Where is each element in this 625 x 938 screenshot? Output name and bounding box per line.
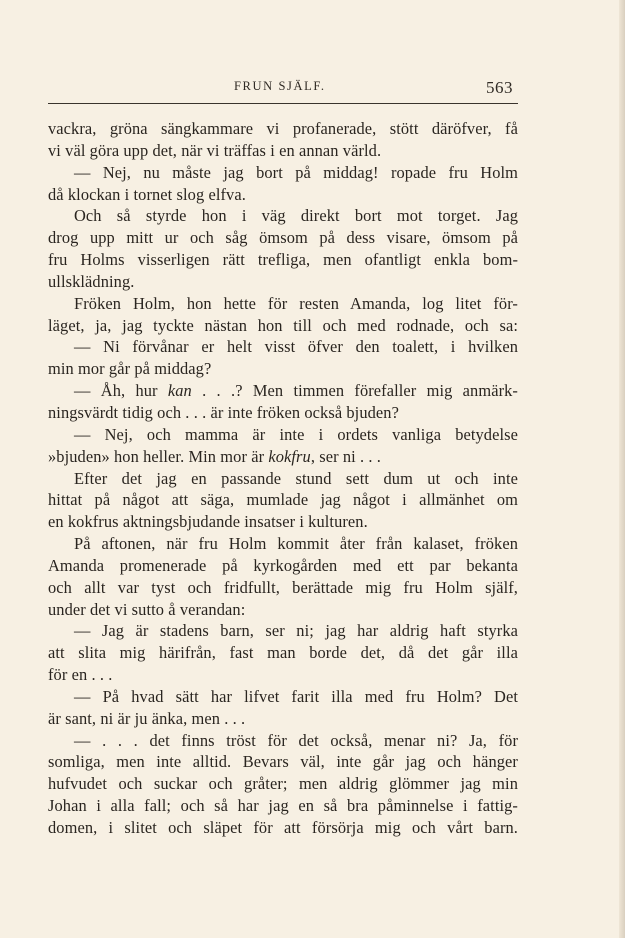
text-line: läget, ja, jag tyckte nästan hon till och med rodnade, och sa: [48, 315, 518, 335]
text-line: — Nej, nu måste jag bort på middag! ropade fru Holm [74, 162, 518, 182]
text-line: På aftonen, när fru Holm kommit åter från kalaset, fröken [74, 534, 518, 554]
text-line: »bjuden» hon heller. Min mor är kokfru, ser ni . . . [48, 446, 381, 466]
text-line: en kokfrus aktningsbjudande insatser i kulturen. [48, 512, 368, 532]
page-number: 563 [486, 78, 513, 97]
text-line: Och så styrde hon i väg direkt bort mot torget. Jag [74, 206, 518, 226]
text-line: Amanda promenerade på kyrkogården med ett par bekanta [48, 555, 518, 575]
text-line: — Jag är stadens barn, ser ni; jag har aldrig haft styrka [74, 621, 518, 641]
header-rule [48, 103, 518, 104]
text-line: Johan i alla fall; och så har jag en så bra påminnelse i fattig- [48, 796, 518, 816]
text-line: vi väl göra upp det, när vi träffas i en annan värld. [48, 140, 382, 160]
text-line: drog upp mitt ur och såg ömsom på dess visare, ömsom på [48, 228, 518, 248]
text-line: vackra, gröna sängkammare vi profanerade, stött däröfver, få [48, 119, 518, 138]
text-line: min mor går på middag? [48, 359, 212, 379]
italic-word: kokfru [268, 446, 311, 466]
text-line: under det vi sutto å verandan: [48, 599, 246, 619]
text-line: hittat på något att säga, mumlade jag något i allmänhet om [48, 490, 518, 510]
text-line: — Ni förvånar er helt visst öfver den toalett, i hvilken [74, 337, 518, 357]
text-line: ullsklädning. [48, 271, 135, 291]
text-line: då klockan i tornet slog elfva. [48, 184, 246, 204]
page-edge-shadow [619, 0, 625, 938]
text-line: — . . . det finns tröst för det också, menar ni? Ja, för [74, 730, 518, 750]
text-line: — Nej, och mamma är inte i ordets vanliga betydelse [74, 424, 518, 444]
text-line: är sant, ni är ju änka, men . . . [48, 708, 246, 728]
text-line: Fröken Holm, hon hette för resten Amanda, log litet för- [74, 293, 518, 313]
text-line: fru Holms visserligen rätt trefliga, men ofantligt enkla bom- [48, 250, 518, 270]
italic-word: kan [167, 381, 192, 401]
running-title: FRUN SJÄLF. [234, 79, 326, 93]
text-line: ningsvärdt tidig och . . . är inte fröken också bjuden? [48, 402, 399, 422]
text-line: — Åh, hur kan . . .? Men timmen förefaller mig anmärk- [74, 381, 518, 401]
text-line: domen, i slitet och släpet för att försörja mig och vårt barn. [48, 818, 518, 837]
text-line: hufvudet och suckar och gråter; men aldrig glömmer jag min [48, 774, 518, 794]
text-line: att slita mig härifrån, fast man borde det, då det går illa [48, 643, 518, 663]
text-line: — På hvad sätt har lifvet farit illa med fru Holm? Det [74, 686, 518, 706]
text-line: somliga, men inte alltid. Bevars väl, inte går jag och hänger [48, 752, 518, 772]
body-text [48, 118, 518, 839]
text-line: Efter det jag en passande stund sett dum ut och inte [74, 468, 518, 488]
text-line: för en . . . [48, 665, 113, 685]
text-line: och allt var tyst och fridfullt, berättade mig fru Holm själf, [48, 577, 518, 597]
